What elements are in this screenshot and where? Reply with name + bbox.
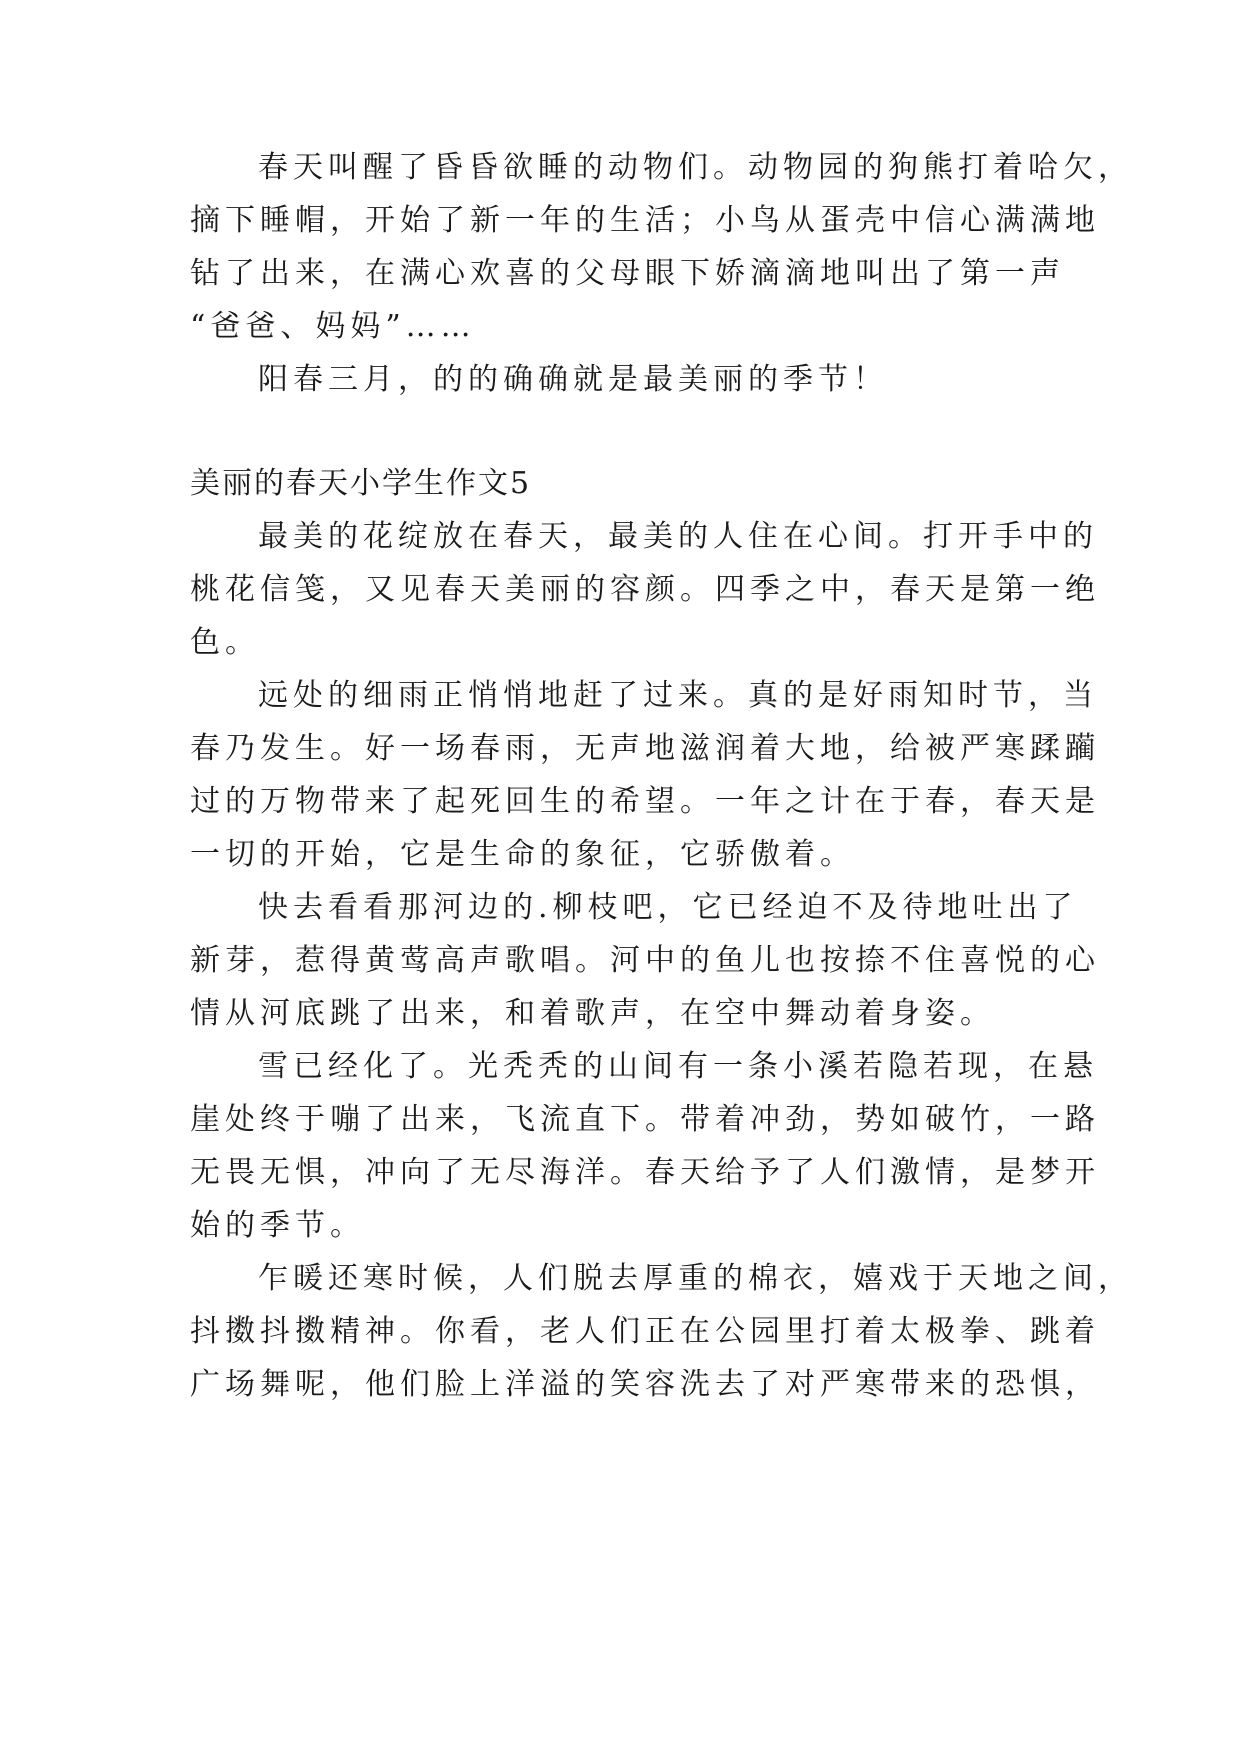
text-line: 一切的开始，它是生命的象征，它骄傲着。 xyxy=(190,837,855,872)
text-line: 春天叫醒了昏昏欲睡的动物们。动物园的狗熊打着哈欠， xyxy=(258,150,1133,185)
text-line: 摘下睡帽，开始了新一年的生活；小鸟从蛋壳中信心满满地 xyxy=(190,203,1100,238)
text-line: 始的季节。 xyxy=(190,1208,365,1243)
text-line: 乍暖还寒时候，人们脱去厚重的棉衣，嬉戏于天地之间， xyxy=(258,1261,1133,1296)
text-line: “爸爸、妈妈”…… xyxy=(190,309,476,344)
text-line: 雪已经化了。光秃秃的山间有一条小溪若隐若现，在悬 xyxy=(258,1049,1098,1084)
text-line: 情从河底跳了出来，和着歌声，在空中舞动着身姿。 xyxy=(190,996,995,1031)
text-line: 春乃发生。好一场春雨，无声地滋润着大地，给被严寒蹂躏 xyxy=(190,731,1100,766)
text-line: 广场舞呢，他们脸上洋溢的笑容洗去了对严寒带来的恐惧， xyxy=(190,1367,1100,1402)
text-line: 桃花信笺，又见春天美丽的容颜。四季之中，春天是第一绝 xyxy=(190,572,1100,607)
text-line: 抖擞抖擞精神。你看，老人们正在公园里打着太极拳、跳着 xyxy=(190,1314,1100,1349)
text-line: 无畏无惧，冲向了无尽海洋。春天给予了人们激情，是梦开 xyxy=(190,1155,1100,1190)
text-line: 崖处终于嘣了出来，飞流直下。带着冲劲，势如破竹，一路 xyxy=(190,1102,1100,1137)
text-line: 钻了出来，在满心欢喜的父母眼下娇滴滴地叫出了第一声 xyxy=(190,256,1065,291)
section-title: 美丽的春天小学生作文5 xyxy=(190,466,532,501)
text-line: 最美的花绽放在春天，最美的人住在心间。打开手中的 xyxy=(258,519,1098,554)
text-line: 过的万物带来了起死回生的希望。一年之计在于春，春天是 xyxy=(190,784,1100,819)
text-line: 色。 xyxy=(190,625,260,660)
text-line: 新芽，惹得黄莺高声歌唱。河中的鱼儿也按捺不住喜悦的心 xyxy=(190,943,1100,978)
text-line: 阳春三月，的的确确就是最美丽的季节！ xyxy=(258,362,888,397)
text-line: 远处的细雨正悄悄地赶了过来。真的是好雨知时节，当 xyxy=(258,678,1098,713)
text-line: 快去看看那河边的.柳枝吧，它已经迫不及待地吐出了 xyxy=(258,890,1078,925)
